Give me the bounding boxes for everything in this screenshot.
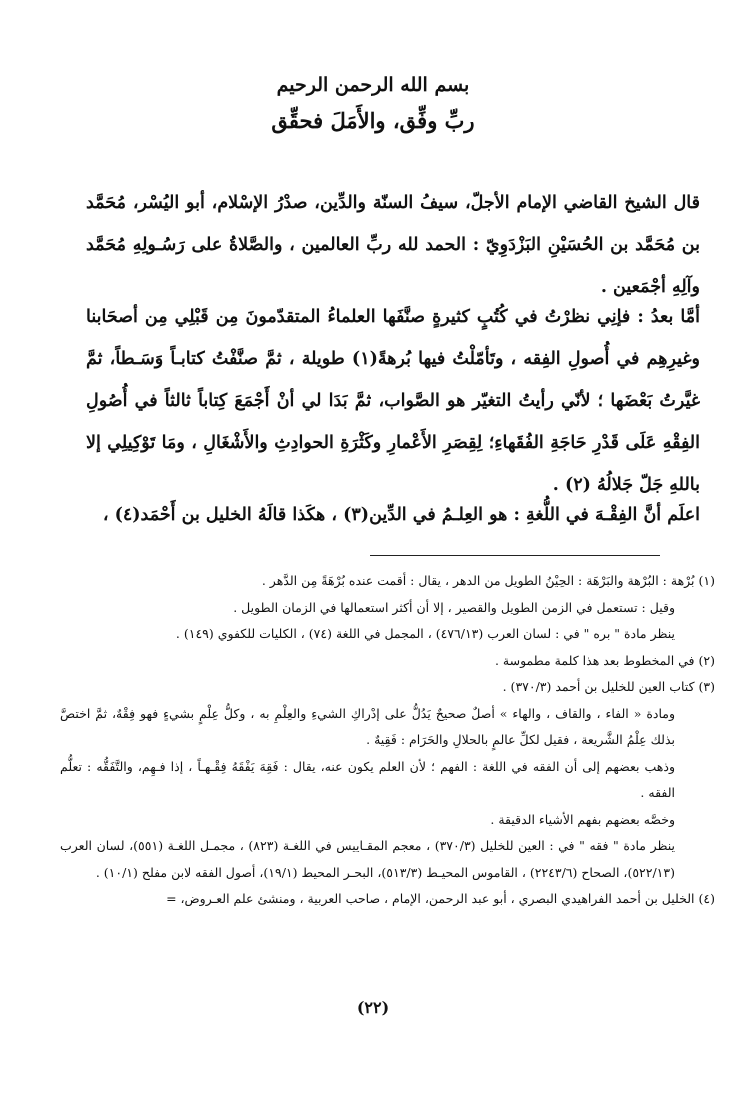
- footnote-2: (٢) في المخطوط بعد هذا كلمة مطموسة .: [494, 652, 715, 668]
- footnotes: [60, 568, 715, 913]
- footnote-1: (١) بُرْهة : البُرْهة والبَرْهَة : الحِيْنُ الطويل من الدهر ، يقال : أقمت عنده بُرْهَةً مِن الدَّهر .: [261, 573, 715, 588]
- page-number: (٢٢): [356, 998, 390, 1017]
- preface-text: أمَّا بعدُ : فإنِي نظرْتُ في كُتُبٍ كثيرةٍ صنَّفَها العلماءُ المتقدّمونَ مِن قَبْلِي مِن أصحَابنا وغيرِهِم في أُصولِ الفِقه ، وتَأمّلْتُ فيها بُرهةً(١) طويلة ، ثمَّ صنَّفْتُ كتابـاً وَسَـطاً، ثمَّ غيَّرتُ بَعْضَها ؛ لأنّي رأيتُ التغيّر هو الصَّواب، ثمَّ بَدَا لي أنْ أَجْمَعَ كِتاباً ثالثاً في أُصُولِ الفِقْهِ عَلَى قَدْرِ حَاجَةِ الفُقَهاءِ؛ لِقِصَرِ الأَعْمارِ وكَثْرَةِ الحوادِثِ والأَشْغَالِ ، ومَا تَوْكِيلِي إلا باللهِ جَلّ جَلالُهُ (٢) .: [86, 307, 701, 495]
- intro-text: قال الشيخ القاضي الإمام الأجلّ، سيفُ السنّة والدِّين، صدْرُ الإسْلام، أبو اليُسْر، مُحَمَّد بن مُحَمَّد بن الحُسَيْنِ البَزْدَوِيّ : الحمد لله ربِّ العالمين ، والصَّلاةُ على رَسُـولِهِ مُحَمَّد وآلِهِ أجْمَعين .: [86, 193, 700, 297]
- footnote-3-meaning: وذهب بعضهم إلى أن الفقه في اللغة : الفهم ؛ لأن العلم يكون عنه، يقال : فَقِهَ يَفْقَهُ فِقْـهـاً ، إذا فـهِم، والتَّفَقُّه : تعلُّم الفقه .: [60, 758, 675, 800]
- intro-paragraph: [86, 182, 700, 308]
- footnote-3-specific: وخصَّه بعضهم بفهم الأشياء الدقيقة .: [490, 811, 675, 827]
- fiqh-definition-paragraph: [86, 494, 700, 536]
- fiqh-definition-text: اعلَم أنَّ الفِقْـهَ في اللُّغةِ : هو العِلـمُ في الدِّين(٣) ، هكَذا قالَهُ الخليل بن أَحْمَد(٤) ،: [102, 505, 700, 525]
- footnote-divider: [370, 555, 660, 556]
- opening-dua: ربِّ وفِّق، والأَمَلَ فحقِّق: [271, 108, 475, 133]
- footnote-3-references: ينظر مادة " فقه " في : العين للخليل (٣٧٠/٣) ، معجم المقـاييس في اللغـة (٨٢٣) ، مجمـل اللغـة (٥٥١)، لسان العرب (٥٢٢/١٣)، الصحاح (٢٢٤٣/٦) ، القاموس المحيـط (٥١٣/٣)، البحـر المحيط (١٩/١)، أصول الفقه لابن مفلح (١٠/١) .: [60, 838, 675, 880]
- footnote-1-references: ينظر مادة " بره " في : لسان العرب (٤٧٦/١٣) ، المجمل في اللغة (٧٤) ، الكليات للكفوي (١٤٩) .: [175, 626, 675, 641]
- footnote-1-continuation: وقيل : تستعمل في الزمن الطويل والقصير ، إلا أن أكثر استعمالها في الزمان الطويل .: [233, 599, 675, 615]
- preface-paragraph: [86, 296, 700, 506]
- footnote-3-root: ومادة « الفاء ، والقاف ، والهاء » أصلٌ صحيحٌ يَدُلُّ على إدْراكِ الشيءِ والعِلْمِ به ، وكلُّ عِلْمٍ بشيءٍ فهو فِقْهٌ، ثمَّ اختصَّ بذلك عِلْمُ الشَّريعة ، فقيل لكلِّ عالمٍ بالحلالِ والحَرَام : فَقِيهٌ .: [60, 705, 675, 747]
- footnote-4: (٤) الخليل بن أحمد الفراهيدي البصري ، أبو عبد الرحمن، الإمام ، صاحب العربية ، ومنشئ علم العـروض، =: [166, 891, 715, 906]
- footnote-3: (٣) كتاب العين للخليل بن أحمد (٣٧٠/٣) .: [502, 679, 715, 694]
- basmala: بسم الله الرحمن الرحيم: [276, 74, 470, 96]
